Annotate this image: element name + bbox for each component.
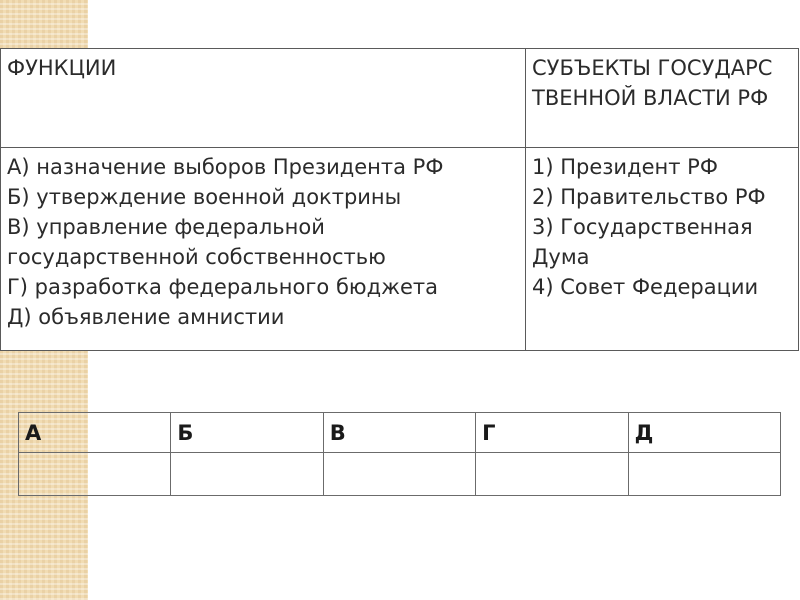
- answer-input-row: [19, 453, 781, 496]
- subject-option-4: 4) Совет Федерации: [532, 275, 759, 299]
- subjects-header: СУБЪЕКТЫ ГОСУДАРСТВЕННОЙ ВЛАСТИ РФ: [532, 56, 773, 110]
- subjects-list-cell: [526, 148, 799, 351]
- function-item-g: Г) разработка федерального бюджета: [7, 275, 439, 299]
- functions-header-cell: [1, 49, 526, 148]
- task-table: [0, 48, 799, 351]
- answer-letter-d: Д: [628, 413, 780, 453]
- subjects-header-cell: [526, 49, 799, 148]
- answer-cell-v[interactable]: [323, 453, 475, 496]
- function-item-d: Д) объявление амнистии: [7, 305, 285, 329]
- function-item-v: В) управление федеральной: [7, 215, 325, 239]
- answer-letter-v: В: [323, 413, 475, 453]
- answer-cell-d[interactable]: [628, 453, 780, 496]
- functions-header: ФУНКЦИИ: [7, 56, 117, 80]
- answer-table: [18, 412, 781, 496]
- answer-letter-a: А: [19, 413, 171, 453]
- answer-letter-g: Г: [476, 413, 628, 453]
- functions-list-cell: [1, 148, 526, 351]
- answer-cell-a[interactable]: [19, 453, 171, 496]
- answer-cell-g[interactable]: [476, 453, 628, 496]
- function-item-v-continued: государственной собственностью: [7, 245, 386, 269]
- task-table-header-row: [1, 49, 799, 148]
- subject-option-1: 1) Президент РФ: [532, 155, 718, 179]
- task-table-body-row: [1, 148, 799, 351]
- subject-option-3: 3) Государственная Дума: [532, 215, 753, 269]
- subject-option-2: 2) Правительство РФ: [532, 185, 766, 209]
- answer-cell-b[interactable]: [171, 453, 323, 496]
- answer-letters-row: [19, 413, 781, 453]
- answer-letter-b: Б: [171, 413, 323, 453]
- function-item-b: Б) утверждение военной доктрины: [7, 185, 402, 209]
- function-item-a: А) назначение выборов Президента РФ: [7, 155, 444, 179]
